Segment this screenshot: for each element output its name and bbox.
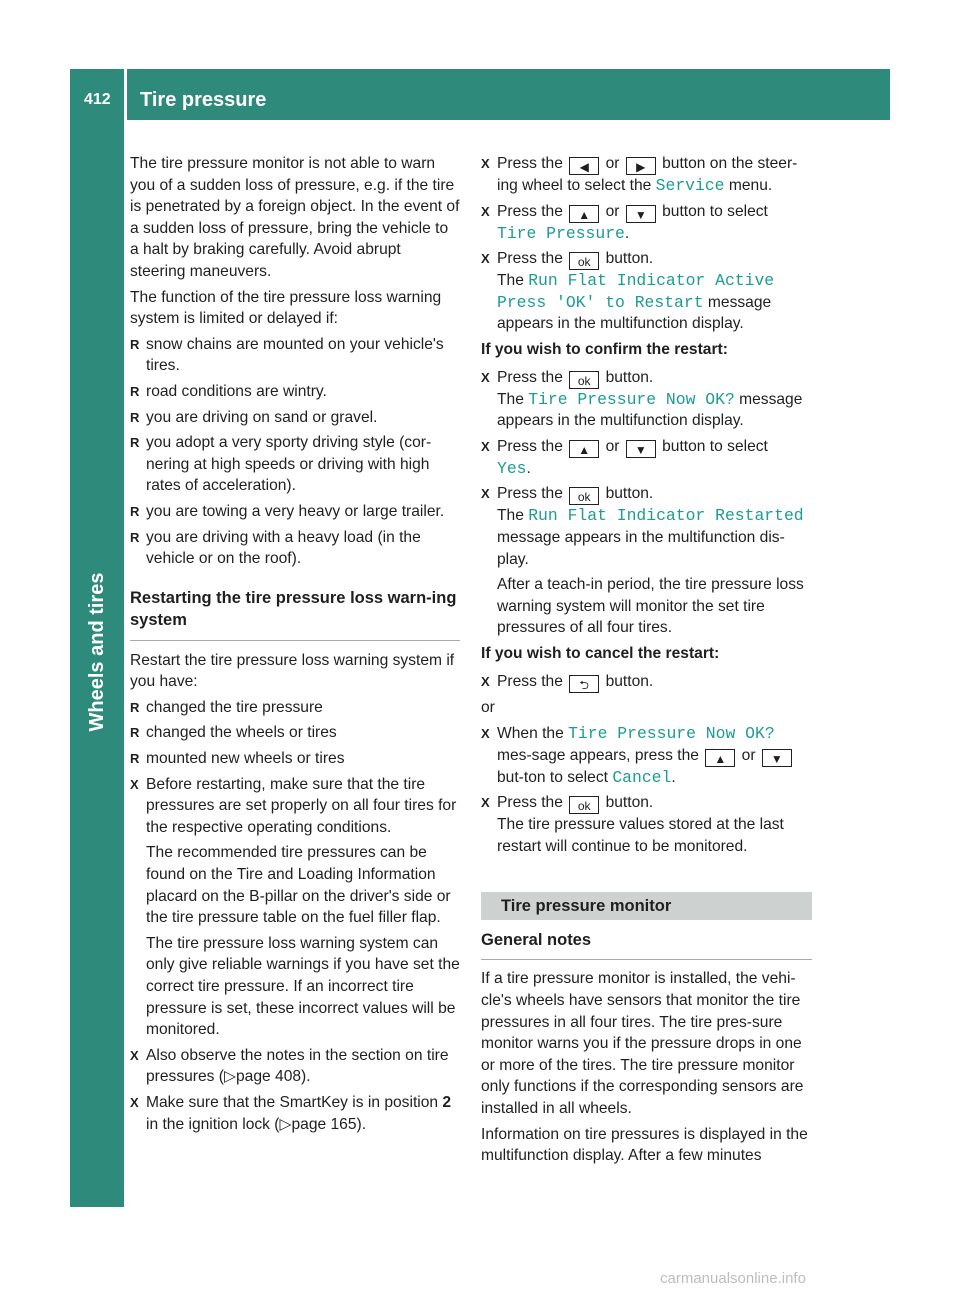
step-text: in the ignition lock ( [146,1115,280,1133]
page-ref-arrow-icon: ▷ [279,1115,292,1133]
instruction-step [481,671,812,693]
step-text: button. [605,250,654,268]
display-text: Tire Pressure [497,223,625,243]
step-text: button. [605,672,654,690]
step-text: or [605,437,620,455]
step-text: button. [605,485,654,503]
subheading-general-notes: General notes [481,929,812,960]
step-text: . [624,224,630,242]
step-text: mes-sage appears, press the [497,746,699,764]
right-column [481,153,812,1171]
step-text: appears in the multifunction display. [497,315,744,333]
ok-key-icon: ok [569,252,599,270]
general-paragraph: Information on tire pressures is displayed in the multifunction display. After a few minutes [481,1125,808,1165]
general-paragraph: If a tire pressure monitor is installed, the vehi-cle's wheels have sensors that monitor the tire pressures in all four tires. The tire pres-sure monitor warns you if the pressure drops in one or more of the tires. The tire pressure monitor only functions if the corresponding sensors are installed in all wheels. [481,970,804,1118]
step-text: button to select [662,437,768,455]
list-item: R changed the tire pressure [130,697,460,719]
instruction-step [481,483,812,639]
page-ref-link[interactable]: page 408 [236,1068,302,1086]
restart-intro: Restart the tire pressure loss warning system if you have: [130,651,455,691]
step-text: The [497,390,524,408]
step-note: The recommended tire pressures can be found on the Tire and Loading Information placard on the B-pillar on the driver's side or the tire pressure table on the fuel filler flap. [146,844,451,927]
step-text: Press the [497,155,563,172]
step-text: button. [605,794,654,812]
back-key-icon: ⮌ [569,675,599,693]
step-text: Press the [497,202,563,220]
step-text: Press the [497,437,563,455]
step-text: but-ton to select [497,768,608,786]
instruction-step [481,201,812,245]
instruction-step [481,248,812,335]
up-arrow-key-icon: ▲ [569,440,599,458]
position-number: 2 [442,1093,452,1111]
instruction-step [481,367,812,432]
step-text: button on the steer-ing wheel to select the [497,155,798,194]
page-ref-arrow-icon: ▷ [224,1068,236,1086]
step-text: Press the [497,368,563,386]
display-text: Cancel [612,767,672,787]
instruction-step [481,792,812,857]
step-text: Press the [497,794,563,812]
cancel-heading: If you wish to cancel the restart: [481,644,720,662]
ok-key-icon: ok [569,487,599,505]
step-text: Press the [497,250,563,268]
instruction-step [130,1092,460,1135]
limitation-intro: The function of the tire pressure loss warning system is limited or delayed if: [130,288,442,328]
left-column [130,153,460,1139]
confirm-heading: If you wish to confirm the restart: [481,340,728,358]
list-item: R mounted new wheels or tires [130,748,460,770]
step-text: menu. [728,177,773,194]
step-text: The [497,507,524,525]
list-item: R changed the wheels or tires [130,722,460,744]
step-note: The tire pressure loss warning system can only give reliable warnings if you have set the correct tire pressure. If an incorrect tire pressure is set, these incorrect values will be monitored. [146,934,460,1039]
step-text: or [605,202,620,220]
step-note: After a teach-in period, the tire pressure loss warning system will monitor the set tire pressures of all four tires. [497,576,804,637]
ok-key-icon: ok [569,371,599,389]
list-item: R you adopt a very sporty driving style (cor-nering at high speeds or driving with high rates of acceleration). [130,432,460,497]
section-title-bar: Tire pressure monitor [481,892,812,920]
up-arrow-key-icon: ▲ [705,749,735,767]
step-text: ). [356,1115,367,1133]
step-text: message [707,293,772,311]
up-arrow-key-icon: ▲ [569,205,599,223]
or-separator: or [481,698,495,716]
section-heading-restart: Restarting the tire pressure loss warn-ing system [130,587,460,641]
display-text: Run Flat Indicator Restarted [528,506,804,526]
list-item: R road conditions are wintry. [130,381,460,403]
watermark: carmanualsonline.info [660,1270,806,1287]
list-item: R you are driving on sand or gravel. [130,407,460,429]
instruction-step [481,723,812,788]
display-text: Service [655,176,725,195]
right-arrow-key-icon: ▶ [626,157,656,175]
step-text: When the [497,725,564,743]
down-arrow-key-icon: ▼ [762,749,792,767]
step-text: appears in the multifunction display. [497,412,744,430]
list-item: R you are towing a very heavy or large trailer. [130,501,460,523]
display-text: Press 'OK' to Restart [497,292,704,312]
step-text: message appears in the multifunction dis-play. [497,528,785,568]
step-text: Press the [497,485,563,503]
instruction-step [130,1045,460,1088]
instruction-step [130,774,460,1041]
step-text: or [605,155,620,172]
list-item: R snow chains are mounted on your vehicle's tires. [130,334,460,377]
instruction-step [481,153,812,197]
display-text: Tire Pressure Now OK? [568,724,775,744]
down-arrow-key-icon: ▼ [626,440,656,458]
header-divider [124,69,127,120]
step-text: . [526,459,531,477]
intro-paragraph: The tire pressure monitor is not able to warn you of a sudden loss of pressure, e.g. if the tire is penetrated by a foreign object. In the event of a sudden loss of pressure, bring the vehicle to a halt by braking carefully. Avoid abrupt steering maneuvers. [130,155,460,280]
side-tab-label: Wheels and tires [86,572,108,732]
display-text: Tire Pressure Now OK? [528,389,735,409]
instruction-step [481,436,812,480]
ok-key-icon: ok [569,796,599,814]
page-number: 412 [84,91,111,108]
step-text: The [497,272,524,290]
display-text: Yes [497,458,527,478]
step-text: button to select [662,202,768,220]
list-item: R you are driving with a heavy load (in the vehicle or on the roof). [130,527,460,570]
step-text: X Before restarting, make sure that the tire pressures are set properly on all four tires for the respective operating conditions. [146,775,457,836]
step-text: . [671,768,676,786]
step-text: Make sure that the SmartKey is in position [146,1093,443,1111]
step-text: ). [301,1068,311,1086]
page-title: Tire pressure [140,89,267,111]
down-arrow-key-icon: ▼ [626,205,656,223]
step-text: Also observe the notes in the section on tire pressures ( [146,1046,449,1086]
step-text: or [741,746,756,764]
left-arrow-key-icon: ◀ [569,157,599,175]
step-text: button. [605,368,654,386]
step-text: message [739,390,803,408]
page-ref-link[interactable]: page 165 [291,1115,357,1133]
step-text: Press the [497,672,563,690]
display-text: Run Flat Indicator Active [528,271,775,291]
step-note: The tire pressure values stored at the last restart will continue to be monitored. [497,816,784,855]
